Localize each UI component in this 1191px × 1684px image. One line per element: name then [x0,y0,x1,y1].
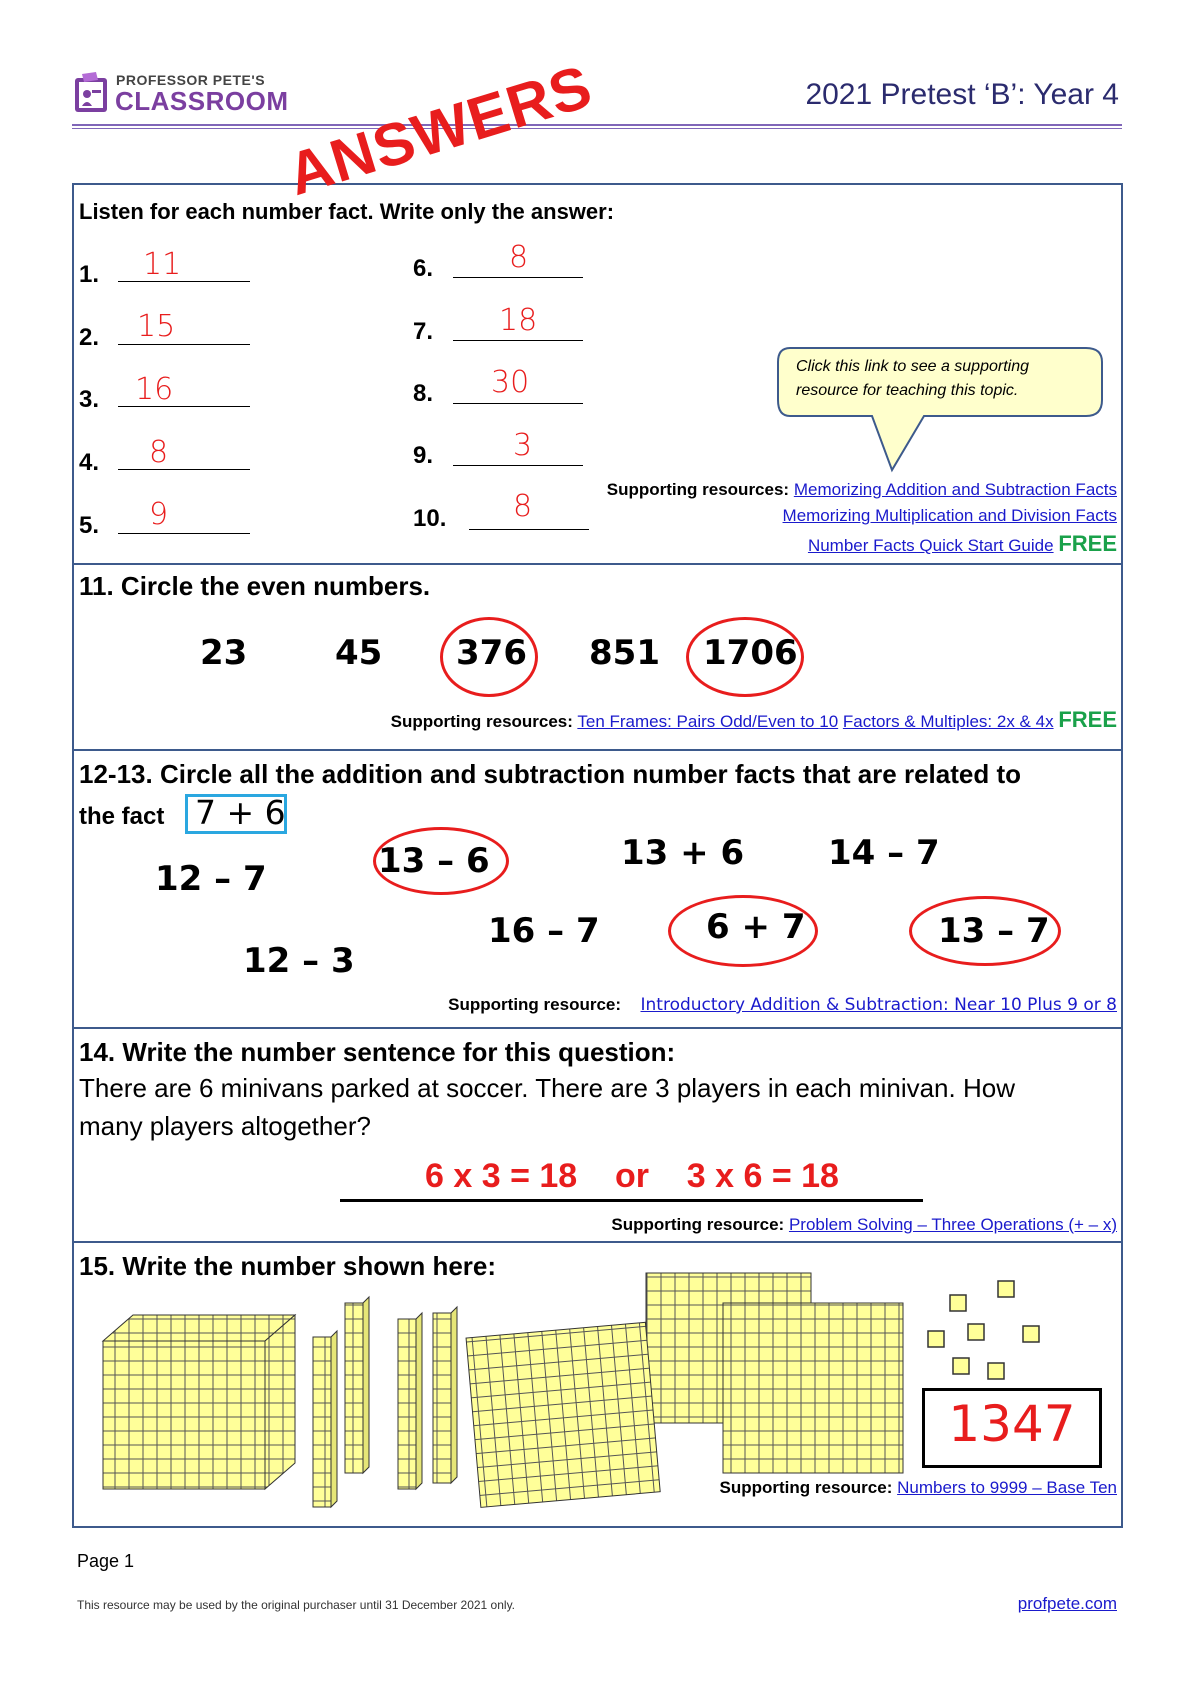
free-badge: FREE [1058,531,1117,556]
option-13-plus-6[interactable]: 13 + 6 [621,833,745,873]
circle-376 [440,617,538,697]
q9-answer: 3 [513,428,533,463]
q7-answer: 18 [499,303,538,338]
header-rule [72,124,1122,129]
q12-title-fact: the fact [79,803,165,830]
instruction: Listen for each number fact. Write only the answer: [79,199,615,224]
link-intro-addition-subtraction[interactable]: Introductory Addition & Subtraction: Near 10 Plus 9 or 8 [640,995,1117,1015]
support-label: Supporting resources: [606,480,790,499]
option-12-3[interactable]: 12 – 3 [243,941,355,981]
link-numbers-base-ten[interactable]: Numbers to 9999 – Base Ten [897,1478,1117,1497]
link-ten-frames[interactable]: Ten Frames: Pairs Odd/Even to 10 [577,712,839,731]
support-label: Supporting resource: [719,1478,893,1497]
page-number: Page 1 [77,1551,135,1571]
q1-num: 1. [79,261,100,288]
link-multiplication-division-facts[interactable]: Memorizing Multiplication and Division Facts [782,506,1117,525]
usage-notice: This resource may be used by the original purchaser until 31 December 2021 only. [77,1598,516,1612]
q6-answer: 8 [509,240,529,275]
support-links-related [448,995,1117,1015]
q14-answer: 6 x 3 = 18 or 3 x 6 = 18 [425,1157,839,1195]
link-quick-start-guide[interactable]: Number Facts Quick Start Guide [807,536,1054,555]
q7-blank [453,340,583,341]
q4-num: 4. [79,449,100,476]
hundred-flat-3 [466,1322,660,1507]
section-number-sentence [73,1029,1123,1243]
support-links-facts [607,477,1117,559]
q1-answer: 11 [143,247,182,282]
q3-answer: 16 [135,372,174,407]
section-even-numbers [73,565,1123,751]
section-base-ten [73,1243,1123,1526]
number-45[interactable]: 45 [335,633,383,673]
q15-title: 15. Write the number shown here: [79,1251,497,1281]
ten-rod-4 [433,1307,457,1483]
q8-answer: 30 [491,365,530,400]
chalkboard-icon [72,70,112,116]
q3-num: 3. [79,386,100,413]
q6-blank [453,277,583,278]
q2-answer: 15 [137,309,176,344]
q5-num: 5. [79,512,100,539]
q6-num: 6. [413,255,434,282]
circle-6-plus-7 [668,895,818,967]
q2-num: 2. [79,324,100,351]
ten-rod-3 [398,1313,422,1489]
option-14-7[interactable]: 14 – 7 [828,833,940,873]
given-fact: 7 + 6 [195,793,286,832]
ten-rod-1 [313,1331,337,1507]
circle-13-6 [373,827,509,895]
link-problem-solving[interactable]: Problem Solving – Three Operations (+ – x) [788,1215,1117,1234]
q14-title: 14. Write the number sentence for this question: [79,1037,676,1067]
logo-line1: PROFESSOR PETE'S [116,72,266,88]
circle-1706 [686,617,804,697]
q10-answer: 8 [513,489,533,524]
q5-blank [118,533,250,534]
q11-title: 11. Circle the even numbers. [79,571,431,601]
q9-blank [453,465,583,466]
option-6-plus-7[interactable]: 6 + 7 [706,907,806,947]
q14-text-line1: There are 6 minivans parked at soccer. There are 3 players in each minivan. How [79,1073,1015,1103]
number-1706[interactable]: 1706 [703,633,798,673]
option-12-7[interactable]: 12 – 7 [155,859,267,899]
q14-text-line2: many players altogether? [79,1111,371,1141]
answers-stamp: ANSWERS [280,52,600,209]
option-13-7[interactable]: 13 – 7 [938,911,1050,951]
ten-rod-2 [345,1297,369,1473]
support-links-base-ten [720,1478,1117,1498]
q4-blank [118,469,250,470]
support-links-even [391,707,1117,733]
q2-blank [118,344,250,345]
q15-answer: 1347 [948,1395,1076,1453]
q8-num: 8. [413,380,434,407]
number-23[interactable]: 23 [200,633,248,673]
q7-num: 7. [413,318,434,345]
site-link[interactable]: profpete.com [1017,1594,1117,1613]
q1-blank [118,281,250,282]
free-badge: FREE [1058,707,1117,732]
q8-blank [453,403,583,404]
link-addition-subtraction-facts[interactable]: Memorizing Addition and Subtraction Facts [793,480,1117,499]
option-13-6[interactable]: 13 – 6 [378,841,490,881]
number-376[interactable]: 376 [456,633,527,673]
callout-text: Click this link to see a supporting resource for teaching this topic. [796,358,1029,399]
section-number-facts [73,185,1123,565]
unit-cubes [928,1281,1039,1379]
number-851[interactable]: 851 [589,633,660,673]
q9-num: 9. [413,442,434,469]
q14-answer-line [340,1199,923,1202]
support-label: Supporting resource: [448,995,622,1014]
logo [72,70,292,120]
q10-blank [469,529,589,530]
section-related-facts [73,751,1123,1029]
support-links-sentence [611,1215,1117,1235]
circle-13-7 [909,896,1061,966]
link-factors-multiples[interactable]: Factors & Multiples: 2x & 4x [842,712,1054,731]
hundred-flat-2 [723,1303,903,1473]
q5-answer: 9 [149,497,169,532]
support-label: Supporting resources: [390,712,573,731]
q4-answer: 8 [149,435,169,470]
logo-line2: CLASSROOM [115,86,289,116]
q12-title: 12-13. Circle all the addition and subtraction number facts that are related to [79,759,1021,789]
page-title: 2021 Pretest ‘B’: Year 4 [805,78,1119,111]
q10-num: 10. [413,505,447,532]
option-16-7[interactable]: 16 – 7 [488,911,600,951]
support-label: Supporting resource: [611,1215,785,1234]
thousand-cube [103,1315,295,1489]
